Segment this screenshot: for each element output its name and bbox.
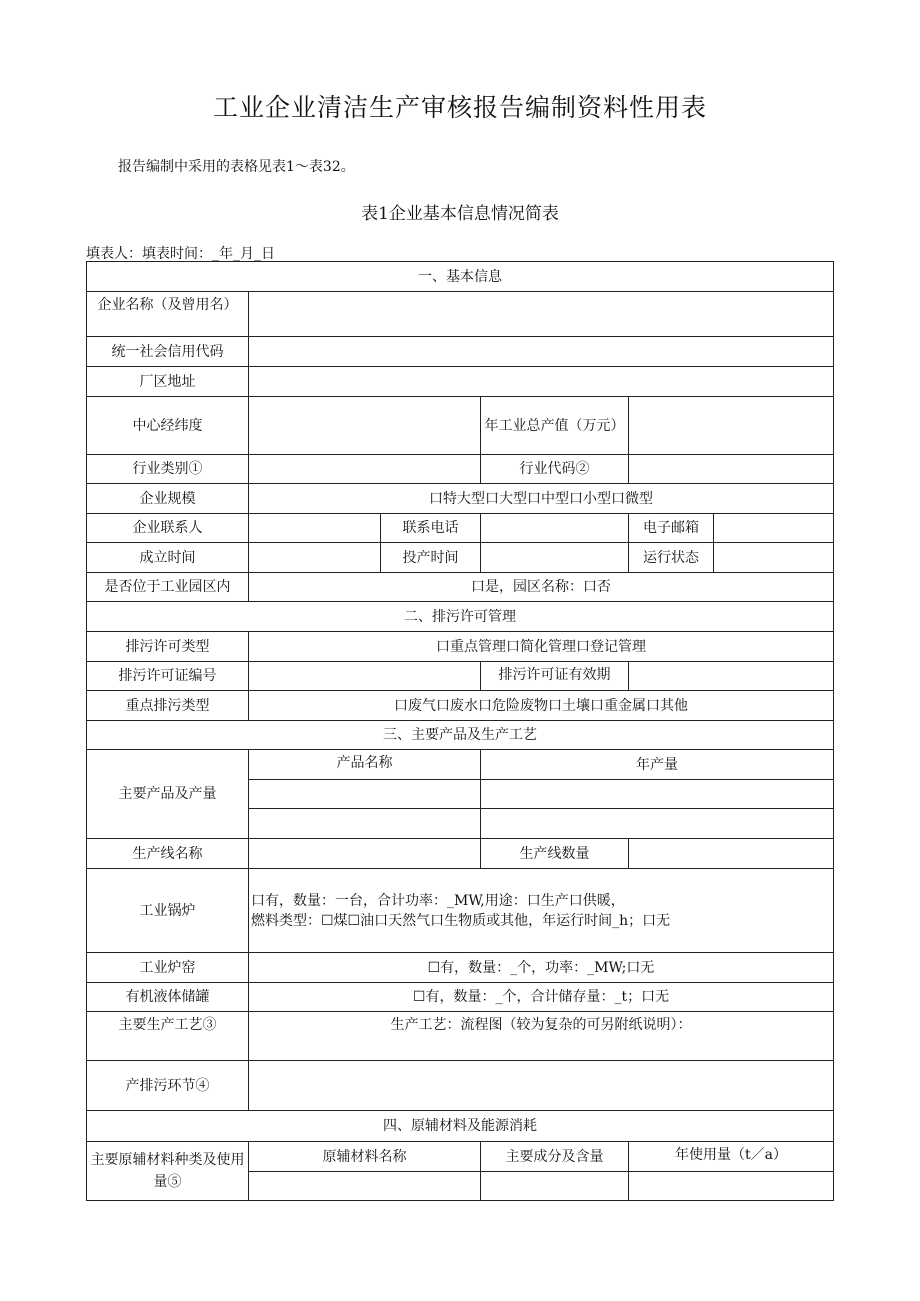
field-product-name-1[interactable] [249, 780, 481, 809]
label-annual-output-value: 年工业总产值（万元） [481, 397, 629, 455]
label-process: 主要生产工艺③ [87, 1012, 249, 1061]
field-composition[interactable] [481, 1172, 629, 1201]
label-phone: 联系电话 [381, 514, 481, 543]
key-pollution-type-options[interactable]: 口废气口废水口危险废物口土壤口重金属口其他 [249, 691, 834, 721]
permit-type-options[interactable]: 口重点管理口简化管理口登记管理 [249, 632, 834, 662]
section-basic-info: 一、基本信息 [87, 262, 834, 292]
section-products: 三、主要产品及生产工艺 [87, 721, 834, 750]
label-industry-code: 行业代码② [481, 455, 629, 484]
in-park-options[interactable]: 口是，园区名称：口否 [249, 573, 834, 602]
field-company-name[interactable] [249, 292, 834, 337]
scale-options[interactable]: 口特大型口大型口中型口小型口微型 [249, 484, 834, 514]
label-boiler: 工业锅炉 [87, 869, 249, 953]
label-operation-status: 运行状态 [629, 543, 714, 573]
field-product-name-2[interactable] [249, 809, 481, 839]
header-product-name: 产品名称 [249, 750, 481, 780]
boiler-line-2: 燃料类型：☐煤☐油口天然气口生物质或其他，年运行时间_h；口无 [251, 912, 671, 929]
label-industry-category: 行业类别① [87, 455, 249, 484]
label-permit-type: 排污许可类型 [87, 632, 249, 662]
field-product-output-1[interactable] [481, 780, 834, 809]
header-annual-usage: 年使用量（t／a） [629, 1142, 834, 1172]
label-main-products: 主要产品及产量 [87, 750, 249, 839]
process-text[interactable]: 生产工艺：流程图（较为复杂的可另附纸说明）： [249, 1012, 834, 1061]
tank-options[interactable]: ☐有，数量：_个，合计储存量：_t；口无 [249, 983, 834, 1012]
boiler-details[interactable] [249, 869, 834, 953]
field-line-name[interactable] [249, 839, 481, 869]
field-material-name[interactable] [249, 1172, 481, 1201]
field-address[interactable] [249, 367, 834, 397]
field-industry-code[interactable] [629, 455, 834, 484]
label-coordinates: 中心经纬度 [87, 397, 249, 455]
field-founded[interactable] [249, 543, 381, 573]
document-title: 工业企业清洁生产审核报告编制资料性用表 [212, 93, 707, 122]
field-permit-validity[interactable] [629, 662, 834, 691]
label-line-name: 生产线名称 [87, 839, 249, 869]
header-material-name: 原辅材料名称 [249, 1142, 481, 1172]
intro-text: 报告编制中采用的表格见表1～表32。 [118, 159, 355, 175]
field-annual-output-value[interactable] [629, 397, 834, 455]
company-info-table [86, 261, 834, 1201]
label-company-name: 企业名称（及曾用名） [87, 292, 249, 337]
field-production-start[interactable] [481, 543, 629, 573]
label-address: 厂区地址 [87, 367, 249, 397]
label-in-park: 是否位于工业园区内 [87, 573, 249, 602]
label-email: 电子邮箱 [629, 514, 714, 543]
field-line-count[interactable] [629, 839, 834, 869]
label-scale: 企业规模 [87, 484, 249, 514]
label-key-pollution-type: 重点排污类型 [87, 691, 249, 721]
label-kiln: 工业炉窑 [87, 953, 249, 983]
field-pollution-stage[interactable] [249, 1061, 834, 1111]
field-contact[interactable] [249, 514, 381, 543]
table-title: 表1企业基本信息情况简表 [361, 204, 559, 224]
label-permit-validity: 排污许可证有效期 [481, 662, 629, 691]
label-credit-code: 统一社会信用代码 [87, 337, 249, 367]
section-permit: 二、排污许可管理 [87, 602, 834, 632]
field-permit-number[interactable] [249, 662, 481, 691]
boiler-line-1: 口有，数量：一台，合计功率：_MW,用途：口生产口供暖， [251, 892, 625, 909]
field-product-output-2[interactable] [481, 809, 834, 839]
field-annual-usage[interactable] [629, 1172, 834, 1201]
label-founded: 成立时间 [87, 543, 249, 573]
filler-line: 填表人：填表时间：_年_月_日 [86, 246, 275, 262]
kiln-options[interactable]: ☐有，数量：_个，功率：_MW;口无 [249, 953, 834, 983]
field-credit-code[interactable] [249, 337, 834, 367]
field-coordinates[interactable] [249, 397, 481, 455]
label-contact: 企业联系人 [87, 514, 249, 543]
field-operation-status[interactable] [714, 543, 834, 573]
label-permit-number: 排污许可证编号 [87, 662, 249, 691]
label-tank: 有机液体储罐 [87, 983, 249, 1012]
field-industry-category[interactable] [249, 455, 481, 484]
field-email[interactable] [714, 514, 834, 543]
section-materials: 四、原辅材料及能源消耗 [87, 1111, 834, 1142]
label-line-count: 生产线数量 [481, 839, 629, 869]
label-production-start: 投产时间 [381, 543, 481, 573]
header-annual-output: 年产量 [481, 750, 834, 780]
header-composition: 主要成分及含量 [481, 1142, 629, 1172]
label-pollution-stage: 产排污环节④ [87, 1061, 249, 1111]
field-phone[interactable] [481, 514, 629, 543]
label-materials: 主要原辅材料种类及使用量⑤ [87, 1142, 249, 1201]
